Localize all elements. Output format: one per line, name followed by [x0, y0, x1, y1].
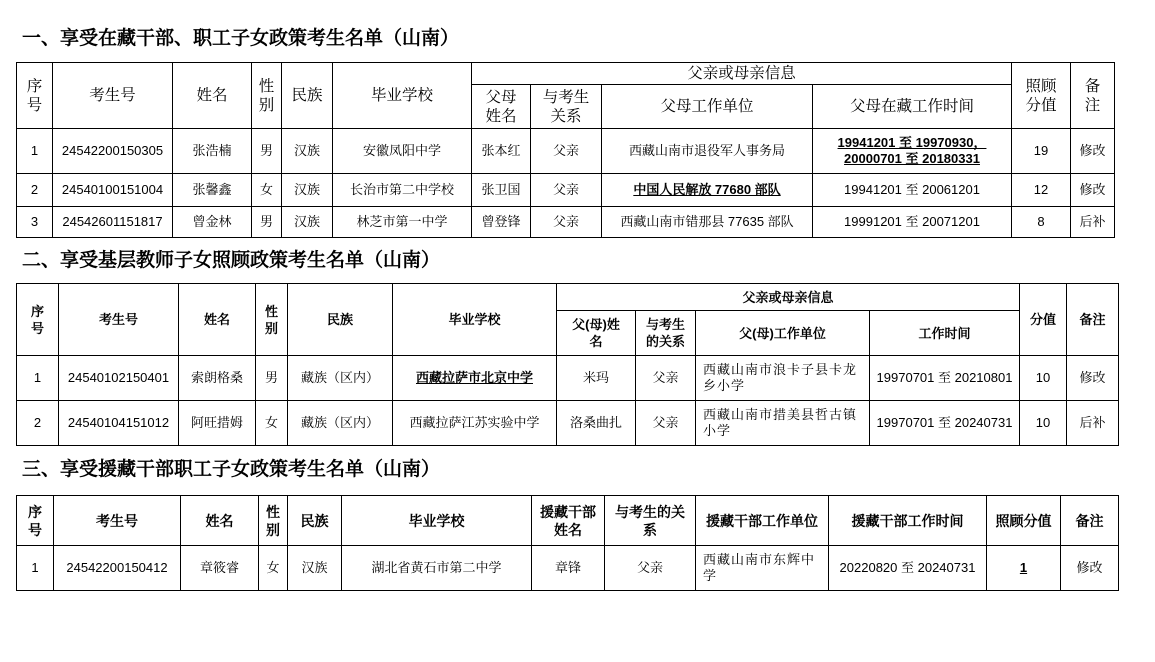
table-row [17, 401, 1119, 446]
header-aid-cadre-time: 援藏干部工作时间 [829, 496, 987, 546]
cell-name: 阿旺措姆 [179, 401, 256, 446]
table-row [17, 356, 1119, 401]
header-seq: 序号 [17, 496, 54, 546]
cell-work-time: 19970701 至 20210801 [870, 356, 1020, 401]
cell-school: 林芝市第一中学 [333, 207, 472, 238]
cell-work-time: 19970701 至 20240731 [870, 401, 1020, 446]
cell-name: 张浩楠 [173, 129, 252, 174]
header-row [17, 496, 1119, 546]
cell-ethnicity: 汉族 [282, 129, 333, 174]
section-3-table [16, 495, 1119, 591]
cell-name: 章筱睿 [181, 546, 259, 591]
cell-school: 安徽凤阳中学 [333, 129, 472, 174]
cell-school: 长治市第二中学校 [333, 174, 472, 207]
header-remark: 备注 [1067, 284, 1119, 356]
cell-name: 索朗格桑 [179, 356, 256, 401]
cell-ethnicity: 汉族 [282, 174, 333, 207]
header-parent-name: 父母姓名 [472, 85, 531, 129]
cell-score: 19 [1012, 129, 1071, 174]
header-parent-info: 父亲或母亲信息 [557, 284, 1020, 311]
header-relation: 与考生关系 [531, 85, 602, 129]
table-row [17, 207, 1115, 238]
cell-score: 10 [1020, 356, 1067, 401]
header-gender: 性别 [259, 496, 288, 546]
header-score: 照顾分值 [987, 496, 1061, 546]
header-remark: 备注 [1071, 63, 1115, 129]
header-parent-info: 父亲或母亲信息 [472, 63, 1012, 85]
header-seq: 序号 [17, 63, 53, 129]
cell-seq: 1 [17, 356, 59, 401]
header-parent-name: 父(母)姓名 [557, 311, 636, 356]
header-parent-unit: 父(母)工作单位 [696, 311, 870, 356]
header-row [17, 284, 1119, 311]
header-school: 毕业学校 [333, 63, 472, 129]
cell-parent-unit: 西藏山南市浪卡子县卡龙乡小学 [696, 356, 870, 401]
cell-aid-cadre-time: 20220820 至 20240731 [829, 546, 987, 591]
header-parent-unit: 父母工作单位 [602, 85, 813, 129]
cell-parent-unit: 西藏山南市退役军人事务局 [602, 129, 813, 174]
cell-exam-no: 24542200150305 [53, 129, 173, 174]
header-school: 毕业学校 [342, 496, 532, 546]
cell-ethnicity: 藏族（区内） [288, 401, 393, 446]
table-row [17, 174, 1115, 207]
header-seq: 序号 [17, 284, 59, 356]
cell-relation: 父亲 [636, 401, 696, 446]
header-exam-no: 考生号 [59, 284, 179, 356]
cell-exam-no: 24540102150401 [59, 356, 179, 401]
cell-score: 1 [987, 546, 1061, 591]
cell-work-time: 19941201 至 19970930，20000701 至 20180331 [813, 129, 1012, 174]
cell-score: 8 [1012, 207, 1071, 238]
header-ethnicity: 民族 [288, 284, 393, 356]
cell-exam-no: 24542601151817 [53, 207, 173, 238]
header-ethnicity: 民族 [288, 496, 342, 546]
cell-exam-no: 24540104151012 [59, 401, 179, 446]
cell-ethnicity: 汉族 [282, 207, 333, 238]
cell-relation: 父亲 [636, 356, 696, 401]
cell-remark: 修改 [1061, 546, 1119, 591]
cell-gender: 男 [252, 129, 282, 174]
cell-relation: 父亲 [531, 174, 602, 207]
header-ethnicity: 民族 [282, 63, 333, 129]
header-exam-no: 考生号 [54, 496, 181, 546]
cell-score: 12 [1012, 174, 1071, 207]
section-2-table [16, 283, 1119, 446]
header-aid-cadre-name: 援藏干部姓名 [532, 496, 605, 546]
header-relation: 与考生的关系 [636, 311, 696, 356]
cell-seq: 1 [17, 546, 54, 591]
cell-parent-name: 张卫国 [472, 174, 531, 207]
cell-gender: 女 [256, 401, 288, 446]
section-1-table [16, 62, 1115, 238]
header-row [17, 63, 1115, 85]
cell-aid-cadre-unit: 西藏山南市东辉中学 [696, 546, 829, 591]
header-score: 分值 [1020, 284, 1067, 356]
cell-school: 西藏拉萨江苏实验中学 [393, 401, 557, 446]
header-work-time: 父母在藏工作时间 [813, 85, 1012, 129]
cell-exam-no: 24540100151004 [53, 174, 173, 207]
cell-gender: 男 [252, 207, 282, 238]
cell-ethnicity: 藏族（区内） [288, 356, 393, 401]
cell-parent-name: 米玛 [557, 356, 636, 401]
cell-seq: 2 [17, 401, 59, 446]
cell-seq: 1 [17, 129, 53, 174]
header-relation: 与考生的关系 [605, 496, 696, 546]
header-name: 姓名 [173, 63, 252, 129]
cell-parent-name: 洛桑曲扎 [557, 401, 636, 446]
cell-remark: 后补 [1067, 401, 1119, 446]
cell-relation: 父亲 [531, 207, 602, 238]
table-row [17, 129, 1115, 174]
cell-aid-cadre-name: 章锋 [532, 546, 605, 591]
cell-gender: 男 [256, 356, 288, 401]
section-2-title: 二、享受基层教师子女照顾政策考生名单（山南） [22, 250, 441, 271]
cell-remark: 后补 [1071, 207, 1115, 238]
header-gender: 性别 [256, 284, 288, 356]
cell-gender: 女 [259, 546, 288, 591]
cell-work-time: 19991201 至 20071201 [813, 207, 1012, 238]
cell-seq: 2 [17, 174, 53, 207]
cell-parent-unit: 西藏山南市错那县 77635 部队 [602, 207, 813, 238]
header-name: 姓名 [181, 496, 259, 546]
cell-work-time: 19941201 至 20061201 [813, 174, 1012, 207]
cell-gender: 女 [252, 174, 282, 207]
section-3-title: 三、享受援藏干部职工子女政策考生名单（山南） [22, 459, 441, 480]
cell-name: 曾金林 [173, 207, 252, 238]
header-name: 姓名 [179, 284, 256, 356]
header-aid-cadre-unit: 援藏干部工作单位 [696, 496, 829, 546]
cell-relation: 父亲 [531, 129, 602, 174]
cell-school: 西藏拉萨市北京中学 [393, 356, 557, 401]
cell-ethnicity: 汉族 [288, 546, 342, 591]
table-row [17, 546, 1119, 591]
header-work-time: 工作时间 [870, 311, 1020, 356]
header-exam-no: 考生号 [53, 63, 173, 129]
header-school: 毕业学校 [393, 284, 557, 356]
cell-remark: 修改 [1071, 174, 1115, 207]
cell-parent-unit: 西藏山南市措美县哲古镇小学 [696, 401, 870, 446]
cell-name: 张馨鑫 [173, 174, 252, 207]
header-score: 照顾分值 [1012, 63, 1071, 129]
header-gender: 性别 [252, 63, 282, 129]
cell-exam-no: 24542200150412 [54, 546, 181, 591]
cell-seq: 3 [17, 207, 53, 238]
cell-remark: 修改 [1067, 356, 1119, 401]
cell-parent-name: 曾登锋 [472, 207, 531, 238]
cell-score: 10 [1020, 401, 1067, 446]
cell-relation: 父亲 [605, 546, 696, 591]
header-remark: 备注 [1061, 496, 1119, 546]
cell-parent-unit: 中国人民解放 77680 部队 [602, 174, 813, 207]
cell-remark: 修改 [1071, 129, 1115, 174]
section-1-title: 一、享受在藏干部、职工子女政策考生名单（山南） [22, 28, 460, 49]
cell-school: 湖北省黄石市第二中学 [342, 546, 532, 591]
cell-parent-name: 张本红 [472, 129, 531, 174]
